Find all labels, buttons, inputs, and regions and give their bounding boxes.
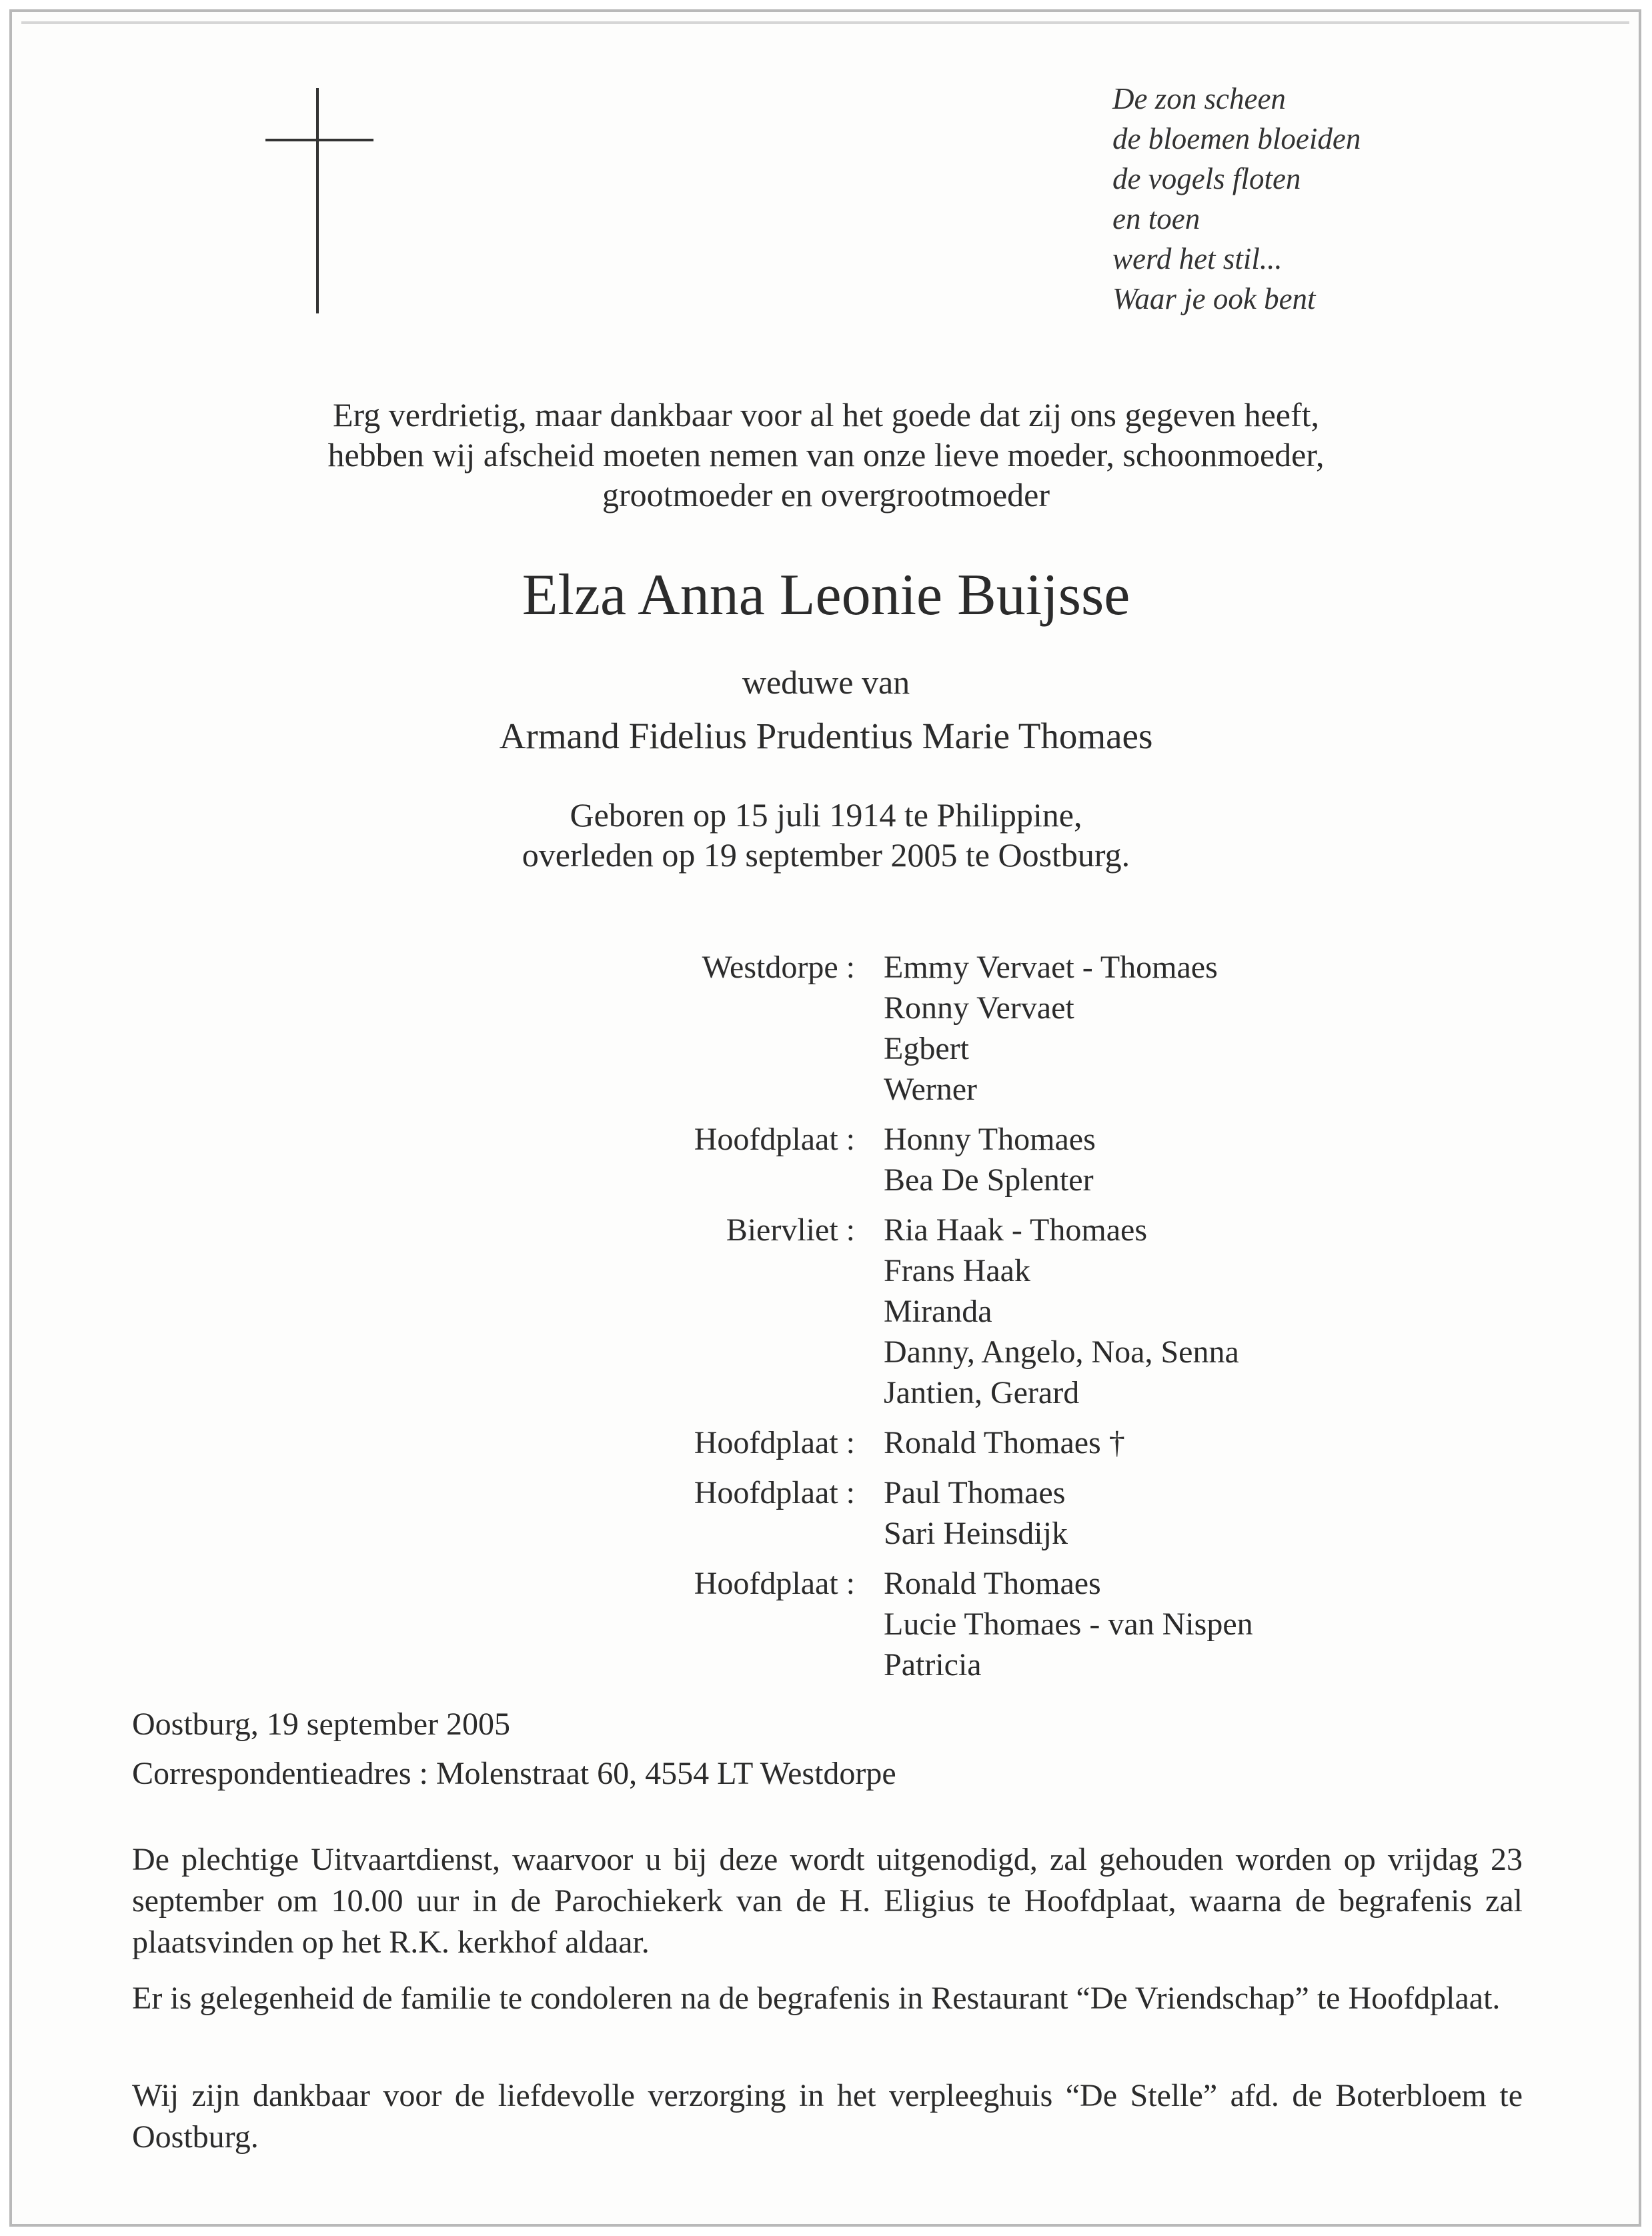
- relative-name: Patricia: [884, 1647, 982, 1683]
- relative-name: Ronald Thomaes: [884, 1566, 1101, 1601]
- intro-line: hebben wij afscheid moeten nemen van onze lieve moeder, schoonmoeder,: [327, 436, 1325, 473]
- relative-place: Hoofdplaat :: [694, 1566, 855, 1601]
- cross-icon-vertical: [316, 88, 319, 313]
- relative-place: Westdorpe :: [702, 950, 855, 985]
- relative-group: [0, 947, 1652, 1110]
- condolence-paragraph: Er is gelegenheid de familie te condoleren na de begrafenis in Restaurant “De Vriendschap” te Hoofdplaat.: [132, 1981, 1501, 2016]
- relative-name: Bea De Splenter: [884, 1162, 1094, 1198]
- poem: [1112, 79, 1361, 319]
- relative-name: Ronald Thomaes †: [884, 1425, 1125, 1460]
- relative-place: Hoofdplaat :: [694, 1425, 855, 1460]
- relative-name: Jantien, Gerard: [884, 1375, 1080, 1410]
- relative-name: Ria Haak - Thomaes: [884, 1212, 1147, 1248]
- relative-name: Miranda: [884, 1294, 992, 1329]
- relative-name: Paul Thomaes: [884, 1475, 1066, 1510]
- relative-name: Emmy Vervaet - Thomaes: [884, 950, 1218, 985]
- widow-of-label: weduwe van: [742, 664, 910, 701]
- funeral-service-paragraph: De plechtige Uitvaartdienst, waarvoor u bij deze wordt uitgenodigd, zal gehouden worden op vrijdag 23 september om 10.00 uur in de Parochiekerk van de H. Eligius te Hoofdplaat, waarna de begrafenis zal plaatsvinden op het R.K. kerkhof aldaar.: [132, 1842, 1523, 1960]
- relative-group: [0, 1422, 1652, 1463]
- poem-line: de vogels floten: [1112, 162, 1301, 195]
- relative-name: Lucie Thomaes - van Nispen: [884, 1606, 1253, 1642]
- relative-name: Egbert: [884, 1031, 969, 1066]
- relative-place: Biervliet :: [726, 1212, 855, 1248]
- relative-group: [0, 1210, 1652, 1413]
- relative-place: Hoofdplaat :: [694, 1475, 855, 1510]
- relative-name: Ronny Vervaet: [884, 990, 1074, 1026]
- poem-line: De zon scheen: [1112, 82, 1286, 115]
- intro-line: grootmoeder en overgrootmoeder: [602, 476, 1050, 513]
- poem-line: en toen: [1112, 202, 1200, 235]
- birth-line: Geboren op 15 juli 1914 te Philippine,: [570, 796, 1082, 834]
- relative-group: [0, 1119, 1652, 1200]
- death-line: overleden op 19 september 2005 te Oostburg.: [522, 836, 1130, 874]
- card-top-rule: [21, 21, 1629, 24]
- relatives-list: [0, 947, 1652, 1695]
- deceased-name: Elza Anna Leonie Buijsse: [522, 563, 1130, 628]
- poem-line: de bloemen bloeiden: [1112, 122, 1361, 155]
- poem-line: Waar je ook bent: [1112, 282, 1316, 315]
- intro-text: [0, 395, 1652, 515]
- birth-death-info: [0, 795, 1652, 875]
- relative-name: Danny, Angelo, Noa, Senna: [884, 1334, 1239, 1370]
- relative-name: Honny Thomaes: [884, 1122, 1096, 1157]
- relative-name: Werner: [884, 1072, 978, 1107]
- relative-name: Sari Heinsdijk: [884, 1516, 1068, 1551]
- spouse-name: Armand Fidelius Prudentius Marie Thomaes: [499, 716, 1153, 756]
- intro-line: Erg verdrietig, maar dankbaar voor al het goede dat zij ons gegeven heeft,: [332, 396, 1320, 433]
- correspondence-address: Correspondentieadres : Molenstraat 60, 4554 LT Westdorpe: [132, 1756, 896, 1791]
- cross-icon-horizontal: [265, 139, 373, 141]
- relative-group: [0, 1563, 1652, 1685]
- gratitude-paragraph: Wij zijn dankbaar voor de liefdevolle verzorging in het verpleeghuis “De Stelle” afd. de Boterbloem te Oostburg.: [132, 2078, 1523, 2155]
- relative-name: Frans Haak: [884, 1253, 1030, 1288]
- relative-place: Hoofdplaat :: [694, 1122, 855, 1157]
- relative-group: [0, 1472, 1652, 1554]
- place-date: Oostburg, 19 september 2005: [132, 1707, 511, 1742]
- poem-line: werd het stil...: [1112, 242, 1283, 275]
